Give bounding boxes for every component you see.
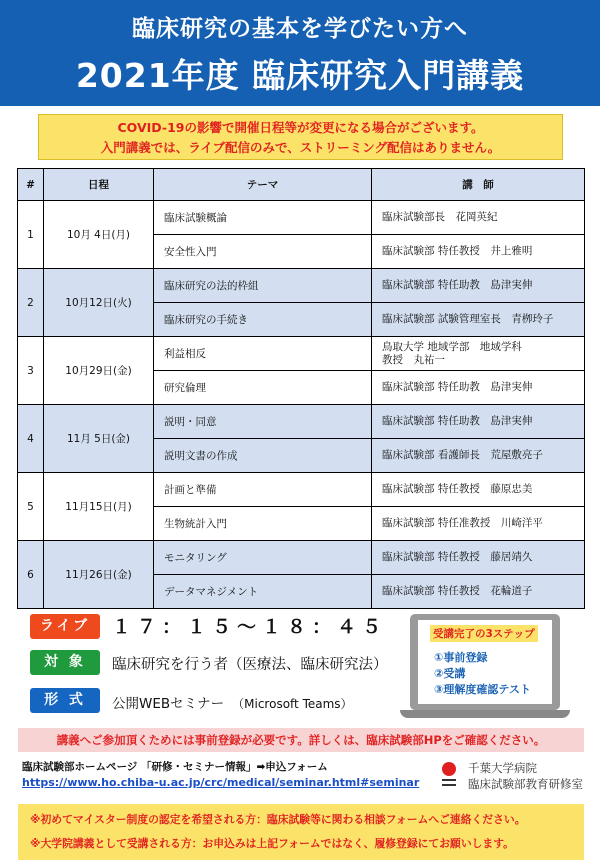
- steps-title: 受講完了の3ステップ: [430, 625, 538, 642]
- session-number: 3: [18, 337, 44, 405]
- session-date: 11月 5日(金): [44, 405, 154, 473]
- notes-box: [18, 804, 584, 860]
- notice-line-1: COVID-19の影響で開催日程等が変更になる場合がございます。: [117, 120, 484, 135]
- session-topic: 生物統計入門: [154, 507, 372, 541]
- homepage-text: 臨床試験部ホームページ 「研修・セミナー情報」➡申込フォーム: [22, 761, 328, 773]
- session-lecturer: 臨床試験部 特任助教 島津実伸: [372, 269, 585, 303]
- session-topic: 説明文書の作成: [154, 439, 372, 473]
- session-topic: データマネジメント: [154, 575, 372, 609]
- department-name: 臨床試験部教育研修室: [468, 777, 583, 791]
- seminar-link[interactable]: https://www.ho.chiba-u.ac.jp/crc/medical/seminar.html#seminar: [22, 776, 420, 789]
- session-topic: モニタリング: [154, 541, 372, 575]
- live-time: １７：１５～１８：４５: [112, 616, 388, 638]
- header-banner: [0, 0, 600, 106]
- session-lecturer: 臨床試験部 看護師長 荒屋敷亮子: [372, 439, 585, 473]
- step-item: ①事前登録: [434, 651, 488, 664]
- session-date: 10月12日(火): [44, 269, 154, 337]
- session-number: 2: [18, 269, 44, 337]
- live-label: ライブ: [30, 614, 100, 639]
- target-label: 対 象: [30, 650, 100, 675]
- format-value: [112, 692, 353, 712]
- session-lecturer: 鳥取大学 地域学部 地域学科 教授 丸祐一: [372, 337, 585, 371]
- session-lecturer: 臨床試験部 特任助教 島津実伸: [372, 371, 585, 405]
- session-topic: 計画と準備: [154, 473, 372, 507]
- session-lecturer: 臨床試験部 特任助教 島津実伸: [372, 405, 585, 439]
- session-number: 5: [18, 473, 44, 541]
- session-lecturer: 臨床試験部 特任教授 藤居靖久: [372, 541, 585, 575]
- session-topic: 安全性入門: [154, 235, 372, 269]
- col-header-theme: テーマ: [154, 169, 372, 201]
- table-row: [18, 337, 585, 371]
- session-topic: 利益相反: [154, 337, 372, 371]
- col-header-num: #: [18, 169, 44, 201]
- schedule-table: [17, 168, 585, 609]
- note-item: ※大学院講義として受講される方：お申込みは上記フォームではなく、履修登録にてお願いします。: [30, 837, 514, 850]
- session-date: 10月 4日(月): [44, 201, 154, 269]
- table-row: [18, 269, 585, 303]
- notice-line-2: 入門講義では、ライブ配信のみで、ストリーミング配信はありません。: [100, 140, 501, 155]
- col-header-lecturer: 講 師: [372, 169, 585, 201]
- table-header-row: [18, 169, 585, 201]
- note-item: ※初めてマイスター制度の認定を希望される方：臨床試験等に関わる相談フォームへご連絡ください。: [30, 813, 526, 826]
- format-label: 形 式: [30, 688, 100, 713]
- page-title: 2021年度 臨床研究入門講義: [75, 56, 525, 95]
- covid-notice: [38, 114, 563, 160]
- hospital-name: 千葉大学病院: [468, 761, 537, 775]
- laptop-screen: [410, 614, 560, 710]
- target-value: 臨床研究を行う者（医療法、臨床研究法）: [112, 657, 388, 673]
- header-subtitle: 臨床研究の基本を学びたい方へ: [132, 16, 468, 42]
- session-topic: 説明・同意: [154, 405, 372, 439]
- col-header-date: 日程: [44, 169, 154, 201]
- university-logo-icon: [436, 760, 462, 790]
- session-date: 10月29日(金): [44, 337, 154, 405]
- session-lecturer: 臨床試験部 特任教授 井上雅明: [372, 235, 585, 269]
- session-lecturer: 臨床試験部長 花岡英紀: [372, 201, 585, 235]
- session-topic: 臨床試験概論: [154, 201, 372, 235]
- registration-notice: 講義へご参加頂くためには事前登録が必要です。詳しくは、臨床試験部HPをご確認ください。: [18, 728, 584, 752]
- laptop-base: [400, 710, 570, 718]
- session-number: 4: [18, 405, 44, 473]
- university-name: [468, 760, 583, 792]
- step-item: ②受講: [434, 667, 466, 680]
- session-topic: 臨床研究の法的枠組: [154, 269, 372, 303]
- table-row: [18, 473, 585, 507]
- format-name: 公開WEBセミナー: [112, 696, 225, 712]
- session-date: 11月15日(月): [44, 473, 154, 541]
- table-row: [18, 405, 585, 439]
- session-topic: 研究倫理: [154, 371, 372, 405]
- session-lecturer: 臨床試験部 特任教授 花輪道子: [372, 575, 585, 609]
- session-topic: 臨床研究の手続き: [154, 303, 372, 337]
- session-lecturer: 臨床試験部 特任准教授 川崎洋平: [372, 507, 585, 541]
- session-number: 1: [18, 201, 44, 269]
- table-row: [18, 201, 585, 235]
- session-number: 6: [18, 541, 44, 609]
- format-platform: （Microsoft Teams）: [232, 697, 353, 711]
- laptop-display: [418, 620, 552, 704]
- session-date: 11月26日(金): [44, 541, 154, 609]
- step-item: ③理解度確認テスト: [434, 683, 531, 696]
- session-lecturer: 臨床試験部 試験管理室長 青栁玲子: [372, 303, 585, 337]
- laptop-illustration: [400, 614, 570, 718]
- table-row: [18, 541, 585, 575]
- session-lecturer: 臨床試験部 特任教授 藤原忠美: [372, 473, 585, 507]
